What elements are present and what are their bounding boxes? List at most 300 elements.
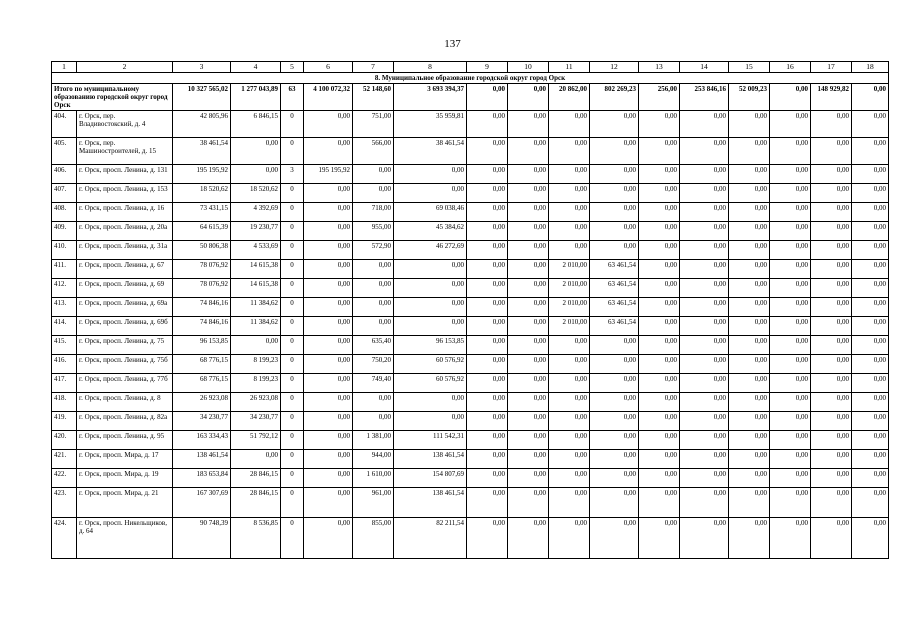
row-value: 0,00 bbox=[811, 393, 852, 412]
row-value: 82 211,54 bbox=[394, 518, 467, 559]
row-value: 0,00 bbox=[680, 138, 729, 165]
total-value: 20 862,00 bbox=[549, 84, 590, 111]
row-value: 0,00 bbox=[304, 488, 353, 518]
row-value: 0,00 bbox=[811, 412, 852, 431]
row-number: 410. bbox=[52, 241, 77, 260]
row-value: 0,00 bbox=[231, 138, 281, 165]
row-value: 0,00 bbox=[508, 374, 549, 393]
table-row bbox=[52, 279, 889, 298]
row-value: 63 461,54 bbox=[590, 317, 639, 336]
row-value: 0,00 bbox=[304, 203, 353, 222]
row-value: 0,00 bbox=[508, 184, 549, 203]
row-value: 0,00 bbox=[639, 412, 680, 431]
row-number: 408. bbox=[52, 203, 77, 222]
register-table bbox=[51, 61, 889, 559]
row-value: 0,00 bbox=[811, 241, 852, 260]
row-value: 0,00 bbox=[811, 138, 852, 165]
row-value: 0,00 bbox=[770, 138, 811, 165]
row-address: г. Орск, просп. Мира, д. 21 bbox=[77, 488, 173, 518]
row-number: 419. bbox=[52, 412, 77, 431]
row-value: 0,00 bbox=[811, 469, 852, 488]
column-number: 5 bbox=[281, 62, 304, 73]
row-value: 0,00 bbox=[729, 184, 770, 203]
row-value: 138 461,54 bbox=[394, 488, 467, 518]
row-value: 0,00 bbox=[508, 488, 549, 518]
row-value: 0,00 bbox=[729, 469, 770, 488]
row-value: 0,00 bbox=[680, 355, 729, 374]
row-value: 751,00 bbox=[353, 111, 394, 138]
row-value: 0 bbox=[281, 412, 304, 431]
column-number: 7 bbox=[353, 62, 394, 73]
row-value: 4 533,69 bbox=[231, 241, 281, 260]
row-number: 421. bbox=[52, 450, 77, 469]
row-value: 0,00 bbox=[549, 488, 590, 518]
row-value: 0,00 bbox=[549, 374, 590, 393]
section-title: 8. Муниципальное образование городской округ город Орск bbox=[52, 73, 889, 84]
row-value: 0,00 bbox=[639, 241, 680, 260]
row-value: 0,00 bbox=[811, 222, 852, 241]
total-value: 10 327 565,02 bbox=[173, 84, 231, 111]
row-value: 0,00 bbox=[467, 203, 508, 222]
row-value: 0,00 bbox=[467, 260, 508, 279]
row-value: 0,00 bbox=[770, 111, 811, 138]
row-value: 0,00 bbox=[729, 317, 770, 336]
row-value: 0,00 bbox=[729, 488, 770, 518]
row-value: 0,00 bbox=[467, 111, 508, 138]
row-value: 50 806,38 bbox=[173, 241, 231, 260]
row-value: 0,00 bbox=[852, 184, 889, 203]
row-value: 34 230,77 bbox=[173, 412, 231, 431]
row-value: 0,00 bbox=[811, 450, 852, 469]
row-value: 96 153,85 bbox=[173, 336, 231, 355]
row-value: 0,00 bbox=[467, 355, 508, 374]
row-value: 96 153,85 bbox=[394, 336, 467, 355]
row-value: 0,00 bbox=[467, 518, 508, 559]
row-value: 11 384,62 bbox=[231, 298, 281, 317]
row-value: 14 615,38 bbox=[231, 260, 281, 279]
row-value: 0,00 bbox=[770, 412, 811, 431]
row-value: 0 bbox=[281, 241, 304, 260]
row-value: 28 846,15 bbox=[231, 469, 281, 488]
row-value: 0,00 bbox=[729, 111, 770, 138]
row-value: 0,00 bbox=[770, 450, 811, 469]
row-value: 0,00 bbox=[770, 336, 811, 355]
row-value: 18 520,62 bbox=[231, 184, 281, 203]
row-value: 0,00 bbox=[549, 241, 590, 260]
row-number: 414. bbox=[52, 317, 77, 336]
table-row bbox=[52, 317, 889, 336]
row-value: 0,00 bbox=[590, 518, 639, 559]
row-value: 0,00 bbox=[549, 518, 590, 559]
row-value: 0,00 bbox=[304, 336, 353, 355]
row-value: 0,00 bbox=[852, 203, 889, 222]
row-value: 35 959,81 bbox=[394, 111, 467, 138]
row-value: 63 461,54 bbox=[590, 260, 639, 279]
row-value: 0 bbox=[281, 260, 304, 279]
row-address: г. Орск, просп. Ленина, д. 153 bbox=[77, 184, 173, 203]
row-address: г. Орск, просп. Мира, д. 19 bbox=[77, 469, 173, 488]
row-value: 0,00 bbox=[729, 203, 770, 222]
row-value: 18 520,62 bbox=[173, 184, 231, 203]
row-number: 423. bbox=[52, 488, 77, 518]
table-row bbox=[52, 469, 889, 488]
row-value: 0,00 bbox=[852, 317, 889, 336]
row-value: 0,00 bbox=[639, 184, 680, 203]
row-value: 0,00 bbox=[852, 241, 889, 260]
row-value: 0,00 bbox=[590, 431, 639, 450]
row-value: 0,00 bbox=[639, 260, 680, 279]
row-value: 0,00 bbox=[852, 412, 889, 431]
row-address: г. Орск, просп. Ленина, д. 8 bbox=[77, 393, 173, 412]
column-number: 8 bbox=[394, 62, 467, 73]
row-address: г. Орск, просп. Ленина, д. 20а bbox=[77, 222, 173, 241]
row-address: г. Орск, просп. Ленина, д. 16 bbox=[77, 203, 173, 222]
row-value: 0,00 bbox=[467, 374, 508, 393]
row-value: 0 bbox=[281, 469, 304, 488]
row-value: 0,00 bbox=[590, 138, 639, 165]
row-value: 0 bbox=[281, 298, 304, 317]
row-value: 0,00 bbox=[639, 279, 680, 298]
row-value: 0,00 bbox=[729, 393, 770, 412]
row-value: 0 bbox=[281, 374, 304, 393]
row-number: 409. bbox=[52, 222, 77, 241]
row-value: 0,00 bbox=[549, 412, 590, 431]
row-value: 0,00 bbox=[590, 203, 639, 222]
row-value: 0,00 bbox=[549, 450, 590, 469]
row-value: 0,00 bbox=[231, 336, 281, 355]
row-value: 0 bbox=[281, 317, 304, 336]
column-number: 10 bbox=[508, 62, 549, 73]
row-value: 0,00 bbox=[639, 374, 680, 393]
row-value: 14 615,38 bbox=[231, 279, 281, 298]
row-value: 0,00 bbox=[680, 412, 729, 431]
row-address: г. Орск, просп. Мира, д. 17 bbox=[77, 450, 173, 469]
row-value: 0,00 bbox=[811, 165, 852, 184]
row-number: 418. bbox=[52, 393, 77, 412]
row-value: 0,00 bbox=[639, 138, 680, 165]
row-value: 0,00 bbox=[549, 336, 590, 355]
row-value: 0,00 bbox=[353, 412, 394, 431]
row-value: 0,00 bbox=[508, 355, 549, 374]
row-value: 0,00 bbox=[770, 260, 811, 279]
row-value: 51 792,12 bbox=[231, 431, 281, 450]
row-value: 0,00 bbox=[680, 374, 729, 393]
row-number: 416. bbox=[52, 355, 77, 374]
row-value: 0,00 bbox=[729, 374, 770, 393]
row-value: 0 bbox=[281, 518, 304, 559]
row-value: 0,00 bbox=[467, 279, 508, 298]
table-row bbox=[52, 355, 889, 374]
row-value: 0,00 bbox=[770, 279, 811, 298]
row-value: 0,00 bbox=[549, 165, 590, 184]
row-value: 0,00 bbox=[353, 184, 394, 203]
total-value: 52 009,23 bbox=[729, 84, 770, 111]
row-value: 0,00 bbox=[680, 279, 729, 298]
row-value: 0,00 bbox=[394, 184, 467, 203]
table-row bbox=[52, 431, 889, 450]
row-value: 0,00 bbox=[729, 222, 770, 241]
row-value: 0,00 bbox=[770, 393, 811, 412]
row-address: г. Орск, просп. Ленина, д. 77б bbox=[77, 374, 173, 393]
row-value: 0,00 bbox=[590, 450, 639, 469]
row-value: 0,00 bbox=[508, 298, 549, 317]
row-value: 0,00 bbox=[304, 412, 353, 431]
row-number: 411. bbox=[52, 260, 77, 279]
row-value: 0,00 bbox=[508, 412, 549, 431]
row-value: 0,00 bbox=[770, 355, 811, 374]
row-value: 0,00 bbox=[508, 222, 549, 241]
row-value: 0,00 bbox=[680, 488, 729, 518]
table-row bbox=[52, 393, 889, 412]
row-value: 0,00 bbox=[680, 336, 729, 355]
row-value: 38 461,54 bbox=[173, 138, 231, 165]
row-value: 0,00 bbox=[680, 111, 729, 138]
row-value: 0,00 bbox=[811, 279, 852, 298]
row-value: 0,00 bbox=[304, 355, 353, 374]
row-value: 0,00 bbox=[508, 469, 549, 488]
row-value: 0,00 bbox=[304, 138, 353, 165]
row-value: 0,00 bbox=[467, 241, 508, 260]
column-number: 12 bbox=[590, 62, 639, 73]
row-value: 8 199,23 bbox=[231, 355, 281, 374]
row-value: 163 334,43 bbox=[173, 431, 231, 450]
row-value: 955,00 bbox=[353, 222, 394, 241]
row-value: 0,00 bbox=[639, 355, 680, 374]
row-number: 424. bbox=[52, 518, 77, 559]
row-value: 34 230,77 bbox=[231, 412, 281, 431]
row-value: 0,00 bbox=[353, 317, 394, 336]
total-value: 3 693 394,37 bbox=[394, 84, 467, 111]
total-value: 0,00 bbox=[508, 84, 549, 111]
row-value: 0,00 bbox=[508, 111, 549, 138]
row-value: 0,00 bbox=[304, 469, 353, 488]
total-value: 0,00 bbox=[770, 84, 811, 111]
row-value: 0,00 bbox=[680, 241, 729, 260]
total-value: 0,00 bbox=[467, 84, 508, 111]
row-address: г. Орск, просп. Ленина, д. 75 bbox=[77, 336, 173, 355]
row-value: 0,00 bbox=[467, 469, 508, 488]
row-value: 0,00 bbox=[852, 111, 889, 138]
table-row bbox=[52, 241, 889, 260]
row-value: 0,00 bbox=[394, 279, 467, 298]
row-value: 0,00 bbox=[467, 393, 508, 412]
row-number: 407. bbox=[52, 184, 77, 203]
row-value: 0,00 bbox=[852, 450, 889, 469]
row-value: 0,00 bbox=[729, 165, 770, 184]
row-value: 0,00 bbox=[394, 260, 467, 279]
row-value: 0,00 bbox=[852, 488, 889, 518]
row-value: 0,00 bbox=[304, 260, 353, 279]
row-value: 42 805,96 bbox=[173, 111, 231, 138]
row-value: 0,00 bbox=[680, 469, 729, 488]
row-value: 0,00 bbox=[304, 317, 353, 336]
column-number-row bbox=[52, 62, 889, 73]
row-value: 0 bbox=[281, 355, 304, 374]
row-value: 0,00 bbox=[811, 260, 852, 279]
row-value: 0,00 bbox=[304, 298, 353, 317]
row-value: 0,00 bbox=[467, 431, 508, 450]
row-value: 0,00 bbox=[549, 431, 590, 450]
row-value: 0,00 bbox=[467, 138, 508, 165]
row-value: 0,00 bbox=[852, 222, 889, 241]
total-value: 4 100 072,32 bbox=[304, 84, 353, 111]
row-value: 0,00 bbox=[231, 450, 281, 469]
row-address: г. Орск, просп. Ленина, д. 69а bbox=[77, 298, 173, 317]
row-value: 0,00 bbox=[394, 393, 467, 412]
row-value: 0,00 bbox=[353, 298, 394, 317]
column-number: 16 bbox=[770, 62, 811, 73]
row-value: 0,00 bbox=[811, 336, 852, 355]
row-number: 405. bbox=[52, 138, 77, 165]
row-value: 0 bbox=[281, 336, 304, 355]
row-value: 11 384,62 bbox=[231, 317, 281, 336]
table-row bbox=[52, 138, 889, 165]
row-value: 0,00 bbox=[852, 138, 889, 165]
row-value: 1 381,00 bbox=[353, 431, 394, 450]
row-value: 0 bbox=[281, 450, 304, 469]
row-value: 0,00 bbox=[729, 260, 770, 279]
row-value: 0,00 bbox=[639, 469, 680, 488]
row-value: 0,00 bbox=[729, 450, 770, 469]
table-row bbox=[52, 374, 889, 393]
row-value: 0,00 bbox=[467, 450, 508, 469]
table-row bbox=[52, 488, 889, 518]
row-value: 0,00 bbox=[590, 488, 639, 518]
row-value: 0 bbox=[281, 393, 304, 412]
row-value: 38 461,54 bbox=[394, 138, 467, 165]
row-number: 417. bbox=[52, 374, 77, 393]
row-address: г. Орск, просп. Ленина, д. 67 bbox=[77, 260, 173, 279]
row-value: 0,00 bbox=[639, 518, 680, 559]
row-value: 0,00 bbox=[639, 393, 680, 412]
row-value: 750,20 bbox=[353, 355, 394, 374]
total-value: 148 929,82 bbox=[811, 84, 852, 111]
row-value: 0,00 bbox=[549, 469, 590, 488]
row-address: г. Орск, просп. Ленина, д. 131 bbox=[77, 165, 173, 184]
row-value: 635,40 bbox=[353, 336, 394, 355]
row-value: 74 846,16 bbox=[173, 298, 231, 317]
row-value: 0,00 bbox=[770, 298, 811, 317]
row-value: 0,00 bbox=[680, 450, 729, 469]
row-value: 0,00 bbox=[394, 317, 467, 336]
row-value: 0,00 bbox=[852, 431, 889, 450]
row-value: 0,00 bbox=[467, 412, 508, 431]
row-value: 0 bbox=[281, 431, 304, 450]
row-value: 0,00 bbox=[852, 374, 889, 393]
row-value: 68 776,15 bbox=[173, 374, 231, 393]
row-value: 0,00 bbox=[680, 298, 729, 317]
row-value: 0,00 bbox=[729, 298, 770, 317]
row-value: 0,00 bbox=[467, 222, 508, 241]
row-address: г. Орск, пер. Машиностроителей, д. 15 bbox=[77, 138, 173, 165]
column-number: 3 bbox=[173, 62, 231, 73]
total-value: 63 bbox=[281, 84, 304, 111]
row-value: 0,00 bbox=[680, 184, 729, 203]
section-header-row bbox=[52, 73, 889, 84]
row-value: 0,00 bbox=[590, 165, 639, 184]
row-value: 90 748,39 bbox=[173, 518, 231, 559]
row-value: 69 038,46 bbox=[394, 203, 467, 222]
row-address: г. Орск, просп. Ленина, д. 69б bbox=[77, 317, 173, 336]
row-value: 0,00 bbox=[508, 317, 549, 336]
row-value: 0,00 bbox=[729, 518, 770, 559]
row-value: 0,00 bbox=[729, 138, 770, 165]
row-value: 0,00 bbox=[508, 165, 549, 184]
row-value: 0,00 bbox=[467, 298, 508, 317]
row-value: 0,00 bbox=[590, 374, 639, 393]
row-value: 0,00 bbox=[852, 393, 889, 412]
row-value: 566,00 bbox=[353, 138, 394, 165]
row-value: 855,00 bbox=[353, 518, 394, 559]
row-value: 78 076,92 bbox=[173, 279, 231, 298]
row-value: 0,00 bbox=[549, 355, 590, 374]
row-value: 19 230,77 bbox=[231, 222, 281, 241]
row-value: 572,90 bbox=[353, 241, 394, 260]
row-value: 0,00 bbox=[811, 488, 852, 518]
row-value: 0,00 bbox=[353, 260, 394, 279]
column-number: 9 bbox=[467, 62, 508, 73]
row-value: 718,00 bbox=[353, 203, 394, 222]
total-value: 802 269,23 bbox=[590, 84, 639, 111]
row-value: 0,00 bbox=[639, 431, 680, 450]
row-value: 0,00 bbox=[639, 203, 680, 222]
row-value: 78 076,92 bbox=[173, 260, 231, 279]
row-address: г. Орск, просп. Никельщиков, д. 64 bbox=[77, 518, 173, 559]
row-value: 0,00 bbox=[811, 111, 852, 138]
total-value: 256,00 bbox=[639, 84, 680, 111]
row-value: 2 010,00 bbox=[549, 279, 590, 298]
row-value: 0,00 bbox=[639, 222, 680, 241]
row-value: 195 195,92 bbox=[304, 165, 353, 184]
row-value: 0 bbox=[281, 111, 304, 138]
row-value: 0,00 bbox=[508, 138, 549, 165]
table-row bbox=[52, 518, 889, 559]
row-number: 415. bbox=[52, 336, 77, 355]
table-row bbox=[52, 450, 889, 469]
row-value: 0,00 bbox=[467, 184, 508, 203]
row-value: 0,00 bbox=[549, 203, 590, 222]
row-number: 404. bbox=[52, 111, 77, 138]
row-value: 0,00 bbox=[770, 184, 811, 203]
row-value: 26 923,08 bbox=[231, 393, 281, 412]
row-value: 111 542,31 bbox=[394, 431, 467, 450]
row-value: 0,00 bbox=[770, 488, 811, 518]
table-row bbox=[52, 260, 889, 279]
column-number: 4 bbox=[231, 62, 281, 73]
row-value: 0,00 bbox=[729, 431, 770, 450]
row-value: 0,00 bbox=[811, 431, 852, 450]
row-value: 0,00 bbox=[549, 111, 590, 138]
row-value: 46 272,69 bbox=[394, 241, 467, 260]
column-number: 18 bbox=[852, 62, 889, 73]
row-value: 3 bbox=[281, 165, 304, 184]
row-value: 0,00 bbox=[353, 393, 394, 412]
row-value: 0,00 bbox=[304, 518, 353, 559]
row-value: 0,00 bbox=[467, 165, 508, 184]
row-value: 0,00 bbox=[353, 279, 394, 298]
total-row bbox=[52, 84, 889, 111]
row-value: 0,00 bbox=[852, 355, 889, 374]
row-value: 0,00 bbox=[729, 336, 770, 355]
table-row bbox=[52, 298, 889, 317]
row-value: 63 461,54 bbox=[590, 298, 639, 317]
row-address: г. Орск, просп. Ленина, д. 95 bbox=[77, 431, 173, 450]
row-value: 28 846,15 bbox=[231, 488, 281, 518]
row-value: 8 536,85 bbox=[231, 518, 281, 559]
row-value: 63 461,54 bbox=[590, 279, 639, 298]
row-value: 0,00 bbox=[770, 203, 811, 222]
row-value: 0,00 bbox=[639, 298, 680, 317]
